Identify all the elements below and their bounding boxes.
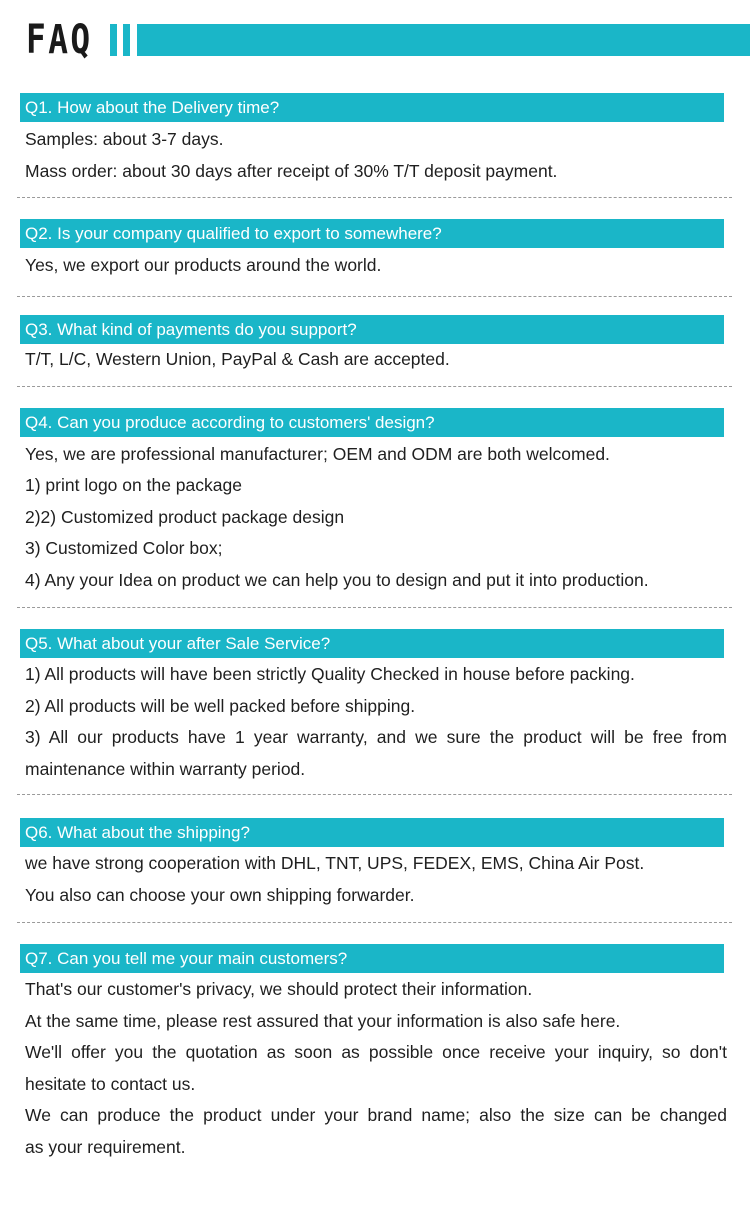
answer-line: 3) Customized Color box; — [25, 538, 223, 558]
answer-line: 2) All products will be well packed before shipping. — [25, 696, 416, 716]
answer-line: We'll offer you the quotation as soon as possible once receive your inquiry, so don't — [25, 1042, 727, 1062]
answer-line: At the same time, please rest assured that your information is also safe here. — [25, 1011, 621, 1031]
answer-line: we have strong cooperation with DHL, TNT, UPS, FEDEX, EMS, China Air Post. — [25, 853, 645, 873]
header-accent-band — [137, 24, 750, 56]
question-bar: Q3. What kind of payments do you support? — [20, 315, 724, 344]
answer-line: Yes, we export our products around the world. — [25, 255, 382, 275]
answer-line: That's our customer's privacy, we should protect their information. — [25, 979, 533, 999]
question-bar: Q1. How about the Delivery time? — [20, 93, 724, 122]
divider — [17, 922, 732, 923]
page-title: FAQ — [26, 17, 93, 63]
divider — [17, 197, 732, 198]
answer-line: You also can choose your own shipping forwarder. — [25, 885, 415, 905]
question-bar: Q7. Can you tell me your main customers? — [20, 944, 724, 973]
faq-header — [0, 0, 750, 80]
divider — [17, 794, 732, 795]
header-accent-bar — [110, 24, 117, 56]
header-accent-bar — [123, 24, 130, 56]
question-bar: Q5. What about your after Sale Service? — [20, 629, 724, 658]
answer-line: Mass order: about 30 days after receipt of 30% T/T deposit payment. — [25, 161, 558, 181]
answer-line: 1) print logo on the package — [25, 475, 242, 495]
divider — [17, 607, 732, 608]
answer-line: hesitate to contact us. — [25, 1074, 196, 1094]
divider — [17, 296, 732, 297]
answer-line: 1) All products will have been strictly Quality Checked in house before packing. — [25, 664, 635, 684]
answer-line: 4) Any your Idea on product we can help you to design and put it into production. — [25, 570, 649, 590]
answer-line: 2)2) Customized product package design — [25, 507, 345, 527]
answer-line: We can produce the product under your brand name; also the size can be changed — [25, 1105, 727, 1125]
answer-line: Yes, we are professional manufacturer; OEM and ODM are both welcomed. — [25, 444, 610, 464]
divider — [17, 386, 732, 387]
answer-line: as your requirement. — [25, 1137, 186, 1157]
answer-line: 3) All our products have 1 year warranty, and we sure the product will be free from — [25, 727, 727, 747]
answer-line: Samples: about 3-7 days. — [25, 129, 224, 149]
question-bar: Q4. Can you produce according to customers' design? — [20, 408, 724, 437]
answer-line: T/T, L/C, Western Union, PayPal & Cash are accepted. — [25, 349, 450, 369]
answer-line: maintenance within warranty period. — [25, 759, 306, 779]
question-bar: Q6. What about the shipping? — [20, 818, 724, 847]
question-bar: Q2. Is your company qualified to export to somewhere? — [20, 219, 724, 248]
